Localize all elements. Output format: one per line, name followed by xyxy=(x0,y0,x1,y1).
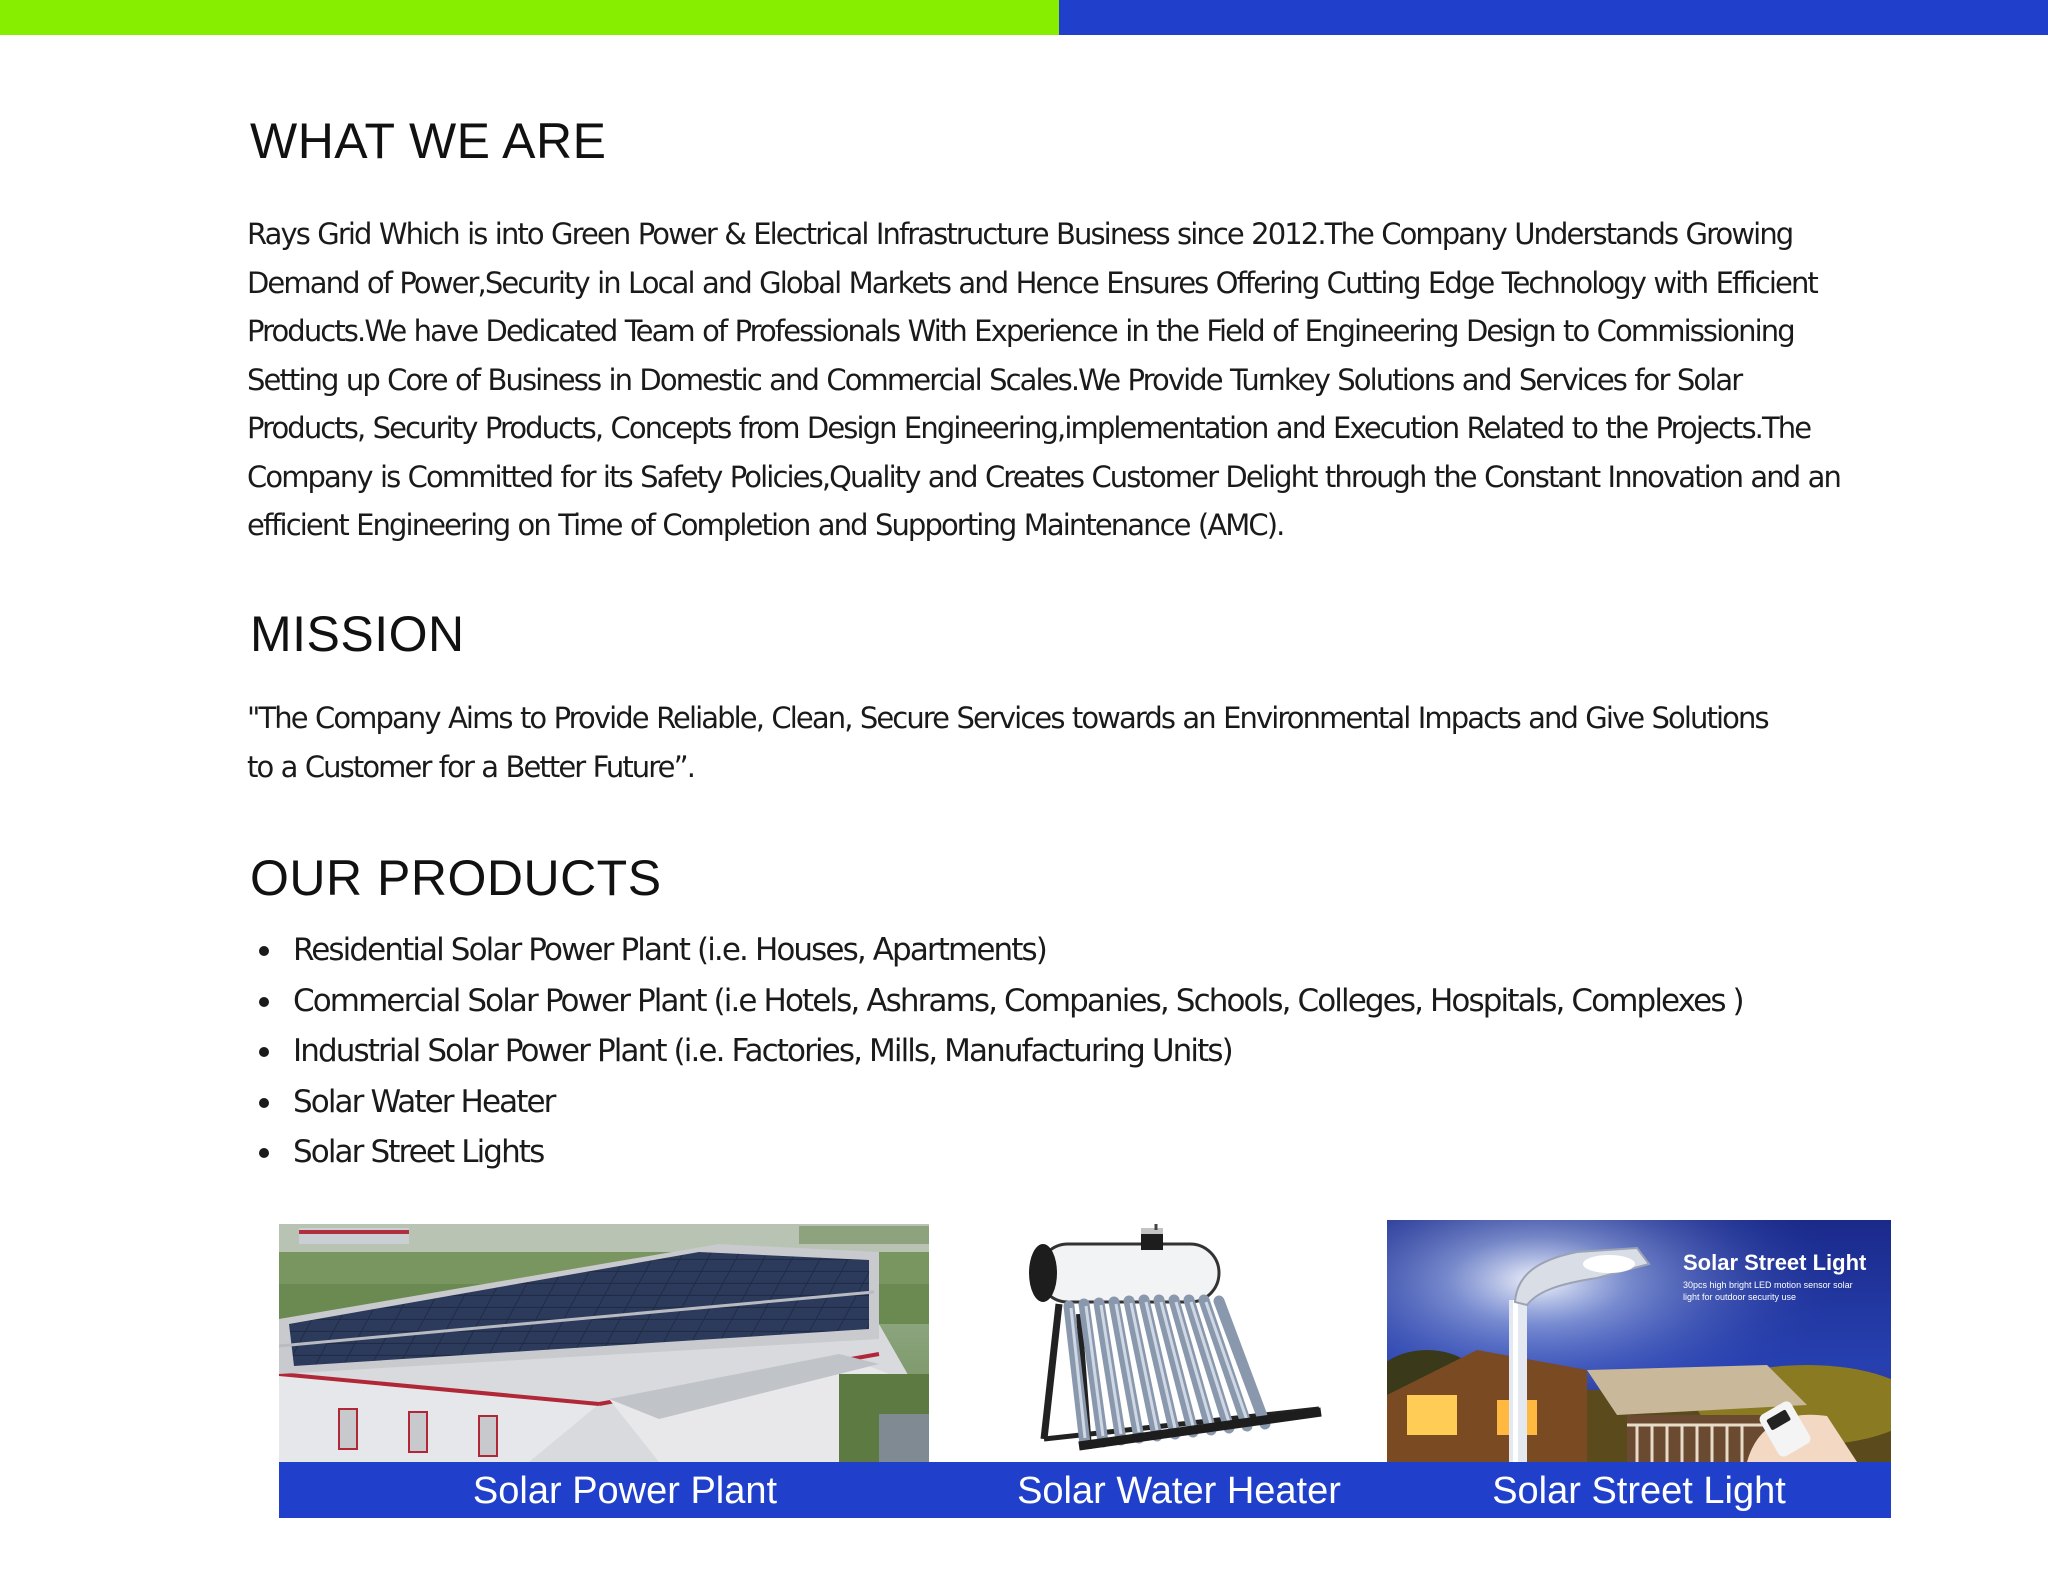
accent-bar-green xyxy=(0,0,1059,35)
accent-bar-blue xyxy=(1059,0,2048,35)
about-line: Setting up Core of Business in Domestic and Commercial Scales.We Provide Turnkey Solutions and Services for Solar xyxy=(247,362,1742,397)
mission-statement xyxy=(247,694,1768,791)
product-item-label: Solar Street Lights xyxy=(293,1134,544,1170)
product-item-label: Solar Water Heater xyxy=(293,1083,555,1120)
list-item xyxy=(247,1077,1743,1128)
about-line: Rays Grid Which is into Green Power & Electrical Infrastructure Business since 2012.The Company Understands Growing xyxy=(247,217,1793,251)
mission-heading: MISSION xyxy=(250,606,465,662)
list-item xyxy=(247,1026,1743,1077)
about-heading: WHAT WE ARE xyxy=(250,113,607,169)
promo-subtitle: light for outdoor security use xyxy=(1683,1292,1797,1302)
about-paragraph xyxy=(247,210,1840,550)
products-list xyxy=(247,925,1743,1178)
bullet-icon xyxy=(259,997,269,1007)
list-item xyxy=(247,1127,1743,1178)
about-line: Products, Security Products, Concepts from Design Engineering,implementation and Execution Related to the Projects.The xyxy=(247,411,1811,445)
caption-solar-power-plant: Solar Power Plant xyxy=(472,1470,778,1512)
promo-title: Solar Street Light xyxy=(1683,1250,1867,1275)
bullet-icon xyxy=(259,1098,269,1108)
about-line: Demand of Power,Security in Local and Global Markets and Hence Ensures Offering Cutting Edge Technology with Efficient xyxy=(247,265,1817,300)
mission-line: "The Company Aims to Provide Reliable, Clean, Secure Services towards an Environmental Impacts and Give Solutions xyxy=(247,701,1768,735)
product-item-label: Commercial Solar Power Plant (i.e Hotels, Ashrams, Companies, Schools, Colleges, Hospitals, Complexes ) xyxy=(293,982,1743,1019)
product-gallery xyxy=(279,1220,1891,1518)
top-accent-bar xyxy=(0,0,2048,35)
list-item xyxy=(247,976,1743,1027)
caption-solar-water-heater: Solar Water Heater xyxy=(1017,1470,1341,1512)
bullet-icon xyxy=(259,1047,269,1057)
caption-solar-street-light: Solar Street Light xyxy=(1492,1470,1786,1512)
product-item-label: Residential Solar Power Plant (i.e. Houses, Apartments) xyxy=(293,932,1046,968)
solar-water-heater-image xyxy=(999,1224,1359,1462)
solar-street-light-image xyxy=(1387,1220,1891,1462)
product-item-label: Industrial Solar Power Plant (i.e. Factories, Mills, Manufacturing Units) xyxy=(293,1033,1232,1069)
solar-power-plant-image xyxy=(279,1224,929,1462)
products-heading: OUR PRODUCTS xyxy=(250,850,662,906)
list-item xyxy=(247,925,1743,976)
about-line: efficient Engineering on Time of Completion and Supporting Maintenance (AMC). xyxy=(247,508,1284,542)
about-line: Company is Committed for its Safety Policies,Quality and Creates Customer Delight through the Constant Innovation and an xyxy=(247,459,1840,494)
bullet-icon xyxy=(259,1148,269,1158)
about-line: Products.We have Dedicated Team of Professionals With Experience in the Field of Engineering Design to Commissioning xyxy=(247,314,1794,348)
mission-line: to a Customer for a Better Future”. xyxy=(247,749,695,784)
bullet-icon xyxy=(259,946,269,956)
promo-subtitle: 30pcs high bright LED motion sensor solar xyxy=(1683,1280,1853,1290)
